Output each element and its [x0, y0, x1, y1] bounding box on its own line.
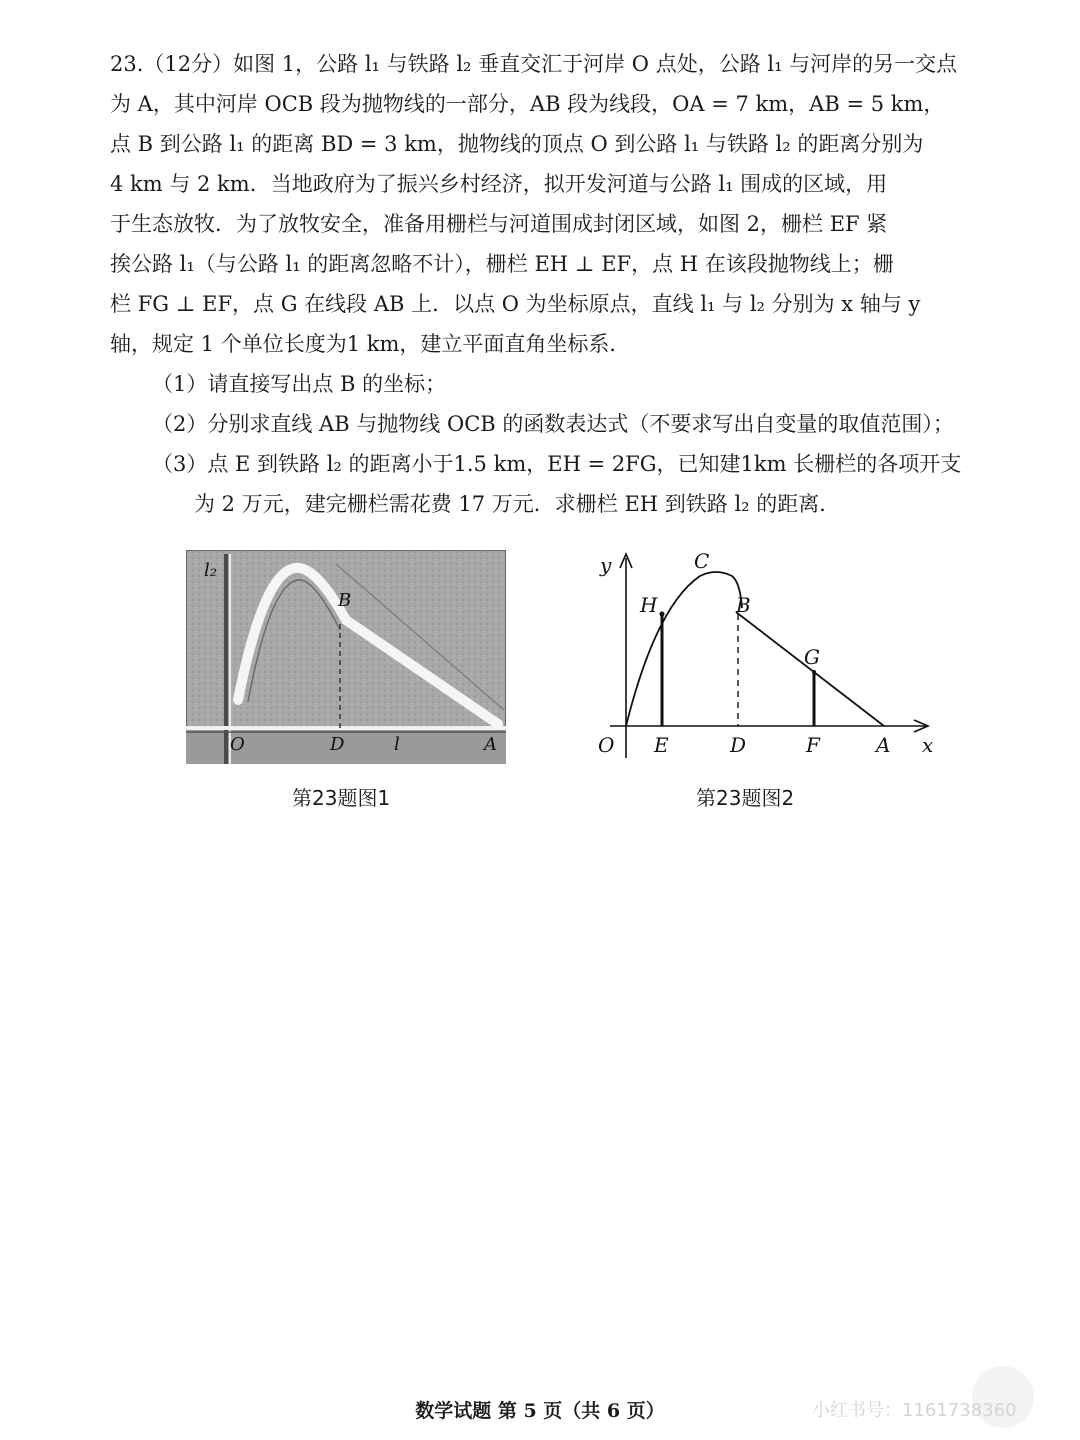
fig1-label-D: D [330, 734, 345, 755]
figure-2-caption: 第23题图2 [696, 786, 795, 810]
fig1-label-B: B [338, 590, 352, 611]
fig2-label-x: x [922, 733, 934, 757]
problem-23 [110, 44, 990, 524]
fig2-label-G: G [804, 645, 820, 669]
problem-line-7: 栏 FG ⊥ EF，点 G 在线段 AB 上．以点 O 为坐标原点，直线 l₁ 与 l₂ 分别为 x 轴与 y [110, 292, 921, 316]
point-H [660, 612, 665, 617]
fig2-label-y: y [600, 553, 612, 577]
point-G [812, 670, 816, 674]
problem-line-8: 轴，规定 1 个单位长度为1 km，建立平面直角坐标系． [110, 332, 631, 356]
fig2-label-B: B [736, 593, 751, 617]
fig2-label-F: F [806, 733, 820, 757]
question-1: （1）请直接写出点 B 的坐标； [152, 372, 447, 396]
problem-line-1: 23.（12分）如图 1，公路 l₁ 与铁路 l₂ 垂直交汇于河岸 O 点处，公路 l₁ 与河岸的另一交点 [110, 52, 958, 76]
question-3-line-2: 为 2 万元，建完栅栏需花费 17 万元．求栅栏 EH 到铁路 l₂ 的距离． [194, 492, 841, 516]
question-3-line-1: （3）点 E 到铁路 l₂ 的距离小于1.5 km，EH = 2FG，已知建1km 长栅栏的各项开支 [152, 452, 962, 476]
figure-1 [186, 550, 506, 764]
fig2-label-D: D [730, 733, 747, 757]
problem-line-3: 点 B 到公路 l₁ 的距离 BD = 3 km，抛物线的顶点 O 到公路 l₁ 与铁路 l₂ 的距离分别为 [110, 132, 924, 156]
fig1-label-O: O [230, 734, 245, 755]
fig1-label-A: A [484, 734, 497, 755]
question-2: （2）分别求直线 AB 与抛物线 OCB 的函数表达式（不要求写出自变量的取值范围）； [152, 412, 954, 436]
watermark: 小红书号：1161738360 [812, 1400, 1017, 1421]
fig2-label-E: E [654, 733, 669, 757]
figure-1-caption: 第23题图1 [292, 786, 391, 810]
problem-line-5: 于生态放牧．为了放牧安全，准备用栅栏与河道围成封闭区域，如图 2，栅栏 EF 紧 [110, 212, 888, 236]
fig2-label-O: O [598, 733, 615, 757]
problem-line-4: 4 km 与 2 km．当地政府为了振兴乡村经济，拟开发河道与公路 l₁ 围成的区域，用 [110, 172, 888, 196]
problem-line-6: 挨公路 l₁（与公路 l₁ 的距离忽略不计），栅栏 EH ⊥ EF，点 H 在该段抛物线上；栅 [110, 252, 894, 276]
fig1-label-l2: l₂ [204, 560, 217, 581]
fig2-label-C: C [694, 549, 710, 573]
fig2-label-H: H [640, 593, 658, 617]
problem-line-2: 为 A，其中河岸 OCB 段为抛物线的一部分，AB 段为线段，OA = 7 km，AB = 5 km， [110, 92, 945, 116]
figure-2 [590, 548, 946, 762]
fig1-label-l1: l [394, 734, 400, 755]
page-footer: 数学试题 第 5 页（共 6 页） [415, 1400, 665, 1422]
segment-ab [736, 612, 884, 726]
fig2-label-A: A [876, 733, 891, 757]
